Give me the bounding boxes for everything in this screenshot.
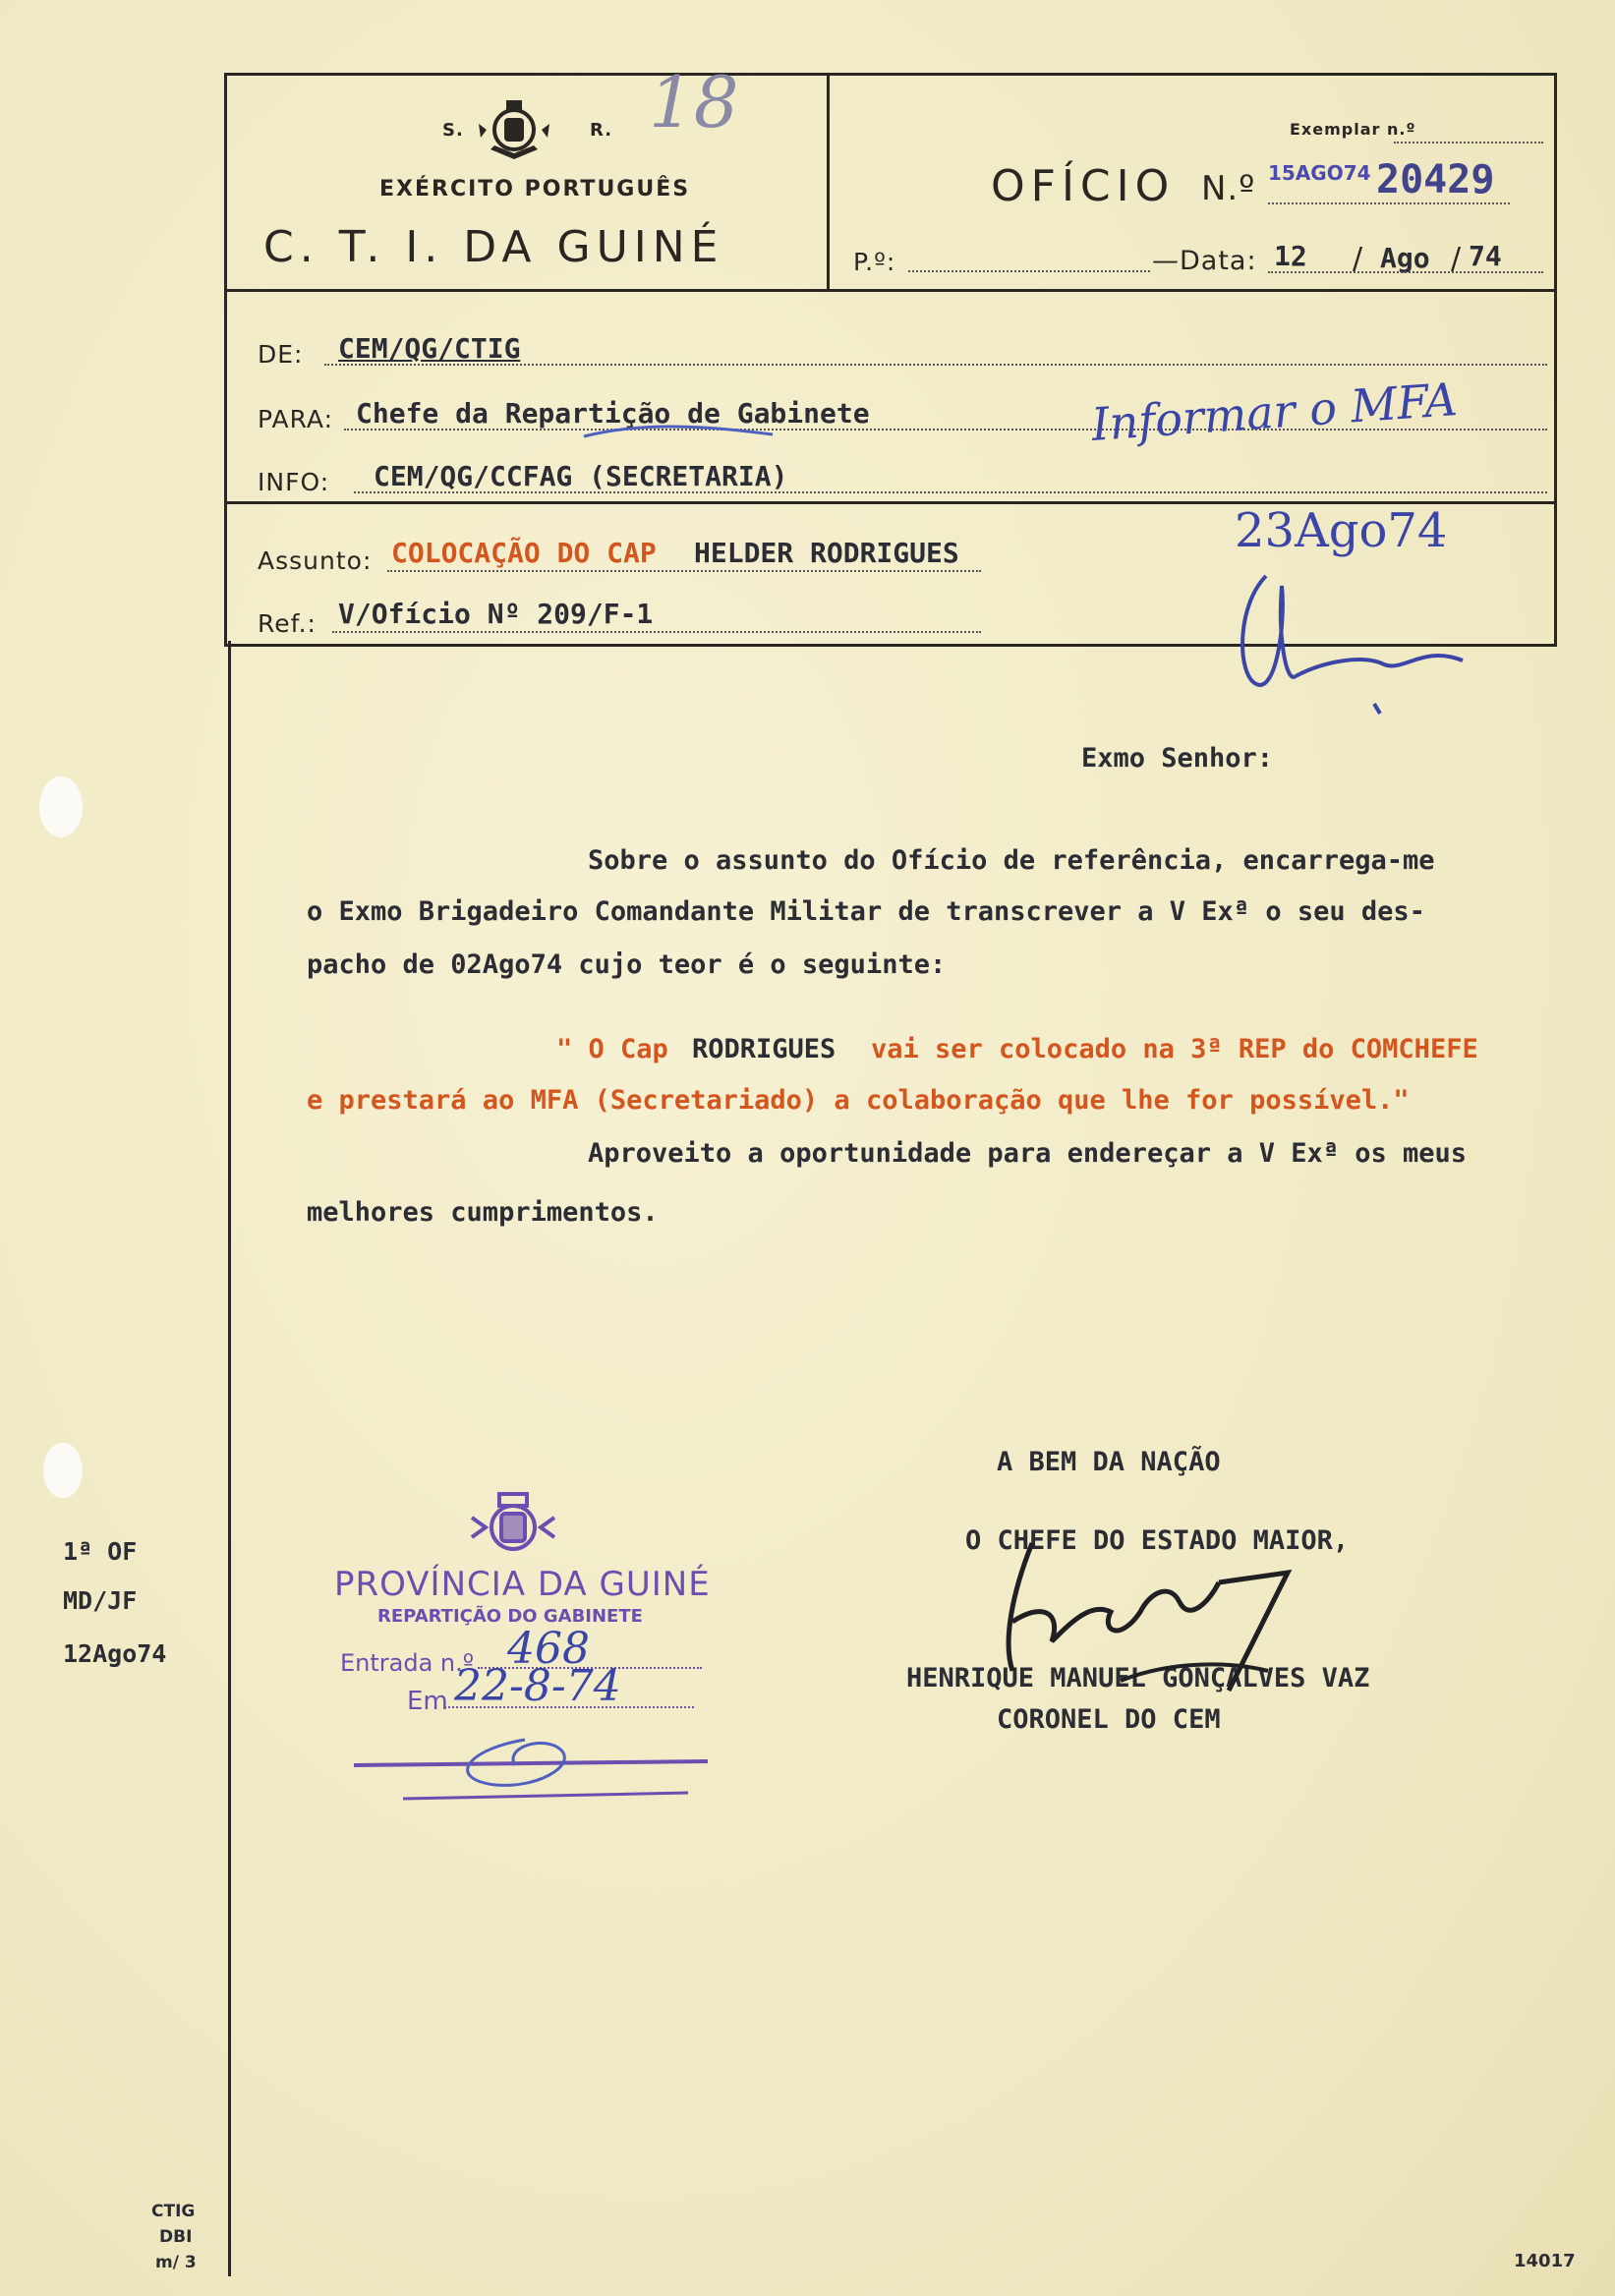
quote-line-1-name: RODRIGUES bbox=[692, 1034, 836, 1064]
stamp-flourish-icon bbox=[348, 1710, 721, 1808]
info-label: INFO: bbox=[258, 468, 330, 496]
form-code-3: m/ 3 bbox=[155, 2253, 197, 2272]
handwritten-instruction: Informar o MFA bbox=[1089, 373, 1460, 451]
left-margin-rule bbox=[228, 641, 231, 2276]
quote-line-2: e prestará ao MFA (Secretariado) a colaboração que lhe for possível." bbox=[307, 1085, 1410, 1116]
paragraph-1-line-2: o Exmo Brigadeiro Comandante Militar de transcrever a V Exª o seu des- bbox=[307, 896, 1425, 927]
oficio-stamp-date: 15AGO74 bbox=[1268, 161, 1371, 185]
assunto-value-name: HELDER RODRIGUES bbox=[694, 537, 959, 569]
stamp-em-date: 22-8-74 bbox=[454, 1661, 621, 1711]
margin-ref-3: 12Ago74 bbox=[63, 1639, 167, 1668]
signatory-name: HENRIQUE MANUEL GONÇALVES VAZ bbox=[906, 1663, 1370, 1693]
handwritten-initials-icon bbox=[1227, 566, 1472, 733]
info-value: CEM/QG/CCFAG (SECRETARIA) bbox=[374, 460, 788, 492]
crest-right-letter: R. bbox=[590, 120, 613, 141]
margin-ref-1: 1ª OF bbox=[63, 1537, 138, 1566]
signatory-rank: CORONEL DO CEM bbox=[997, 1704, 1221, 1735]
de-label: DE: bbox=[258, 340, 304, 369]
punch-hole-bottom bbox=[43, 1443, 83, 1498]
exemplar-label: Exemplar n.º bbox=[1290, 120, 1416, 139]
paragraph-2-line-1: Aproveito a oportunidade para endereçar a V Exª os meus bbox=[588, 1138, 1468, 1169]
handwritten-date: 23Ago74 bbox=[1235, 503, 1448, 558]
salutation: Exmo Senhor: bbox=[1081, 743, 1274, 774]
para-label: PARA: bbox=[258, 405, 334, 433]
para-underline-stroke bbox=[580, 413, 777, 442]
army-name: EXÉRCITO PORTUGUÊS bbox=[379, 177, 691, 201]
data-year: 74 bbox=[1469, 240, 1502, 272]
stamp-title: PROVÍNCIA DA GUINÉ bbox=[334, 1565, 711, 1604]
page-number-handwritten: 18 bbox=[649, 61, 739, 144]
po-label: P.º: bbox=[853, 248, 896, 276]
oficio-no-label: N.º bbox=[1201, 169, 1256, 208]
crest-left-letter: S. bbox=[442, 120, 464, 141]
closing-motto: A BEM DA NAÇÃO bbox=[997, 1447, 1221, 1477]
quote-line-1-start: " O Cap bbox=[556, 1034, 668, 1064]
stamp-entrada-number: 468 bbox=[507, 1624, 590, 1674]
assunto-value-highlight: COLOCAÇÃO DO CAP bbox=[391, 537, 657, 569]
closing-role: O CHEFE DO ESTADO MAIOR, bbox=[965, 1525, 1350, 1556]
stamp-crest-icon bbox=[464, 1488, 562, 1563]
form-code-2: DBI bbox=[159, 2227, 193, 2247]
paragraph-1-line-3: pacho de 02Ago74 cujo teor é o seguinte: bbox=[307, 949, 947, 980]
data-month: Ago bbox=[1380, 242, 1430, 274]
stamp-subtitle: REPARTIÇÃO DO GABINETE bbox=[377, 1606, 643, 1627]
signature-icon bbox=[973, 1514, 1327, 1710]
margin-ref-2: MD/JF bbox=[63, 1586, 138, 1615]
header-divider-1 bbox=[224, 289, 1557, 292]
data-label: —Data: bbox=[1152, 246, 1257, 276]
stamp-entrada-label: Entrada n.º bbox=[340, 1649, 475, 1677]
unit-name: C. T. I. DA GUINÉ bbox=[263, 222, 724, 272]
de-value: CEM/QG/CTIG bbox=[338, 332, 521, 365]
paragraph-2-line-2: melhores cumprimentos. bbox=[307, 1197, 659, 1228]
ref-label: Ref.: bbox=[258, 609, 317, 638]
data-day: 12 bbox=[1274, 240, 1307, 272]
form-code-1: CTIG bbox=[151, 2202, 196, 2221]
quote-line-1-end: vai ser colocado na 3ª REP do COMCHEFE bbox=[871, 1034, 1478, 1064]
assunto-label: Assunto: bbox=[258, 546, 373, 575]
ref-value: V/Ofício Nº 209/F-1 bbox=[338, 598, 654, 630]
oficio-number: 20429 bbox=[1376, 157, 1495, 202]
punch-hole-top bbox=[39, 776, 83, 837]
para-value: Chefe da Repartição de Gabinete bbox=[356, 397, 870, 430]
print-number: 14017 bbox=[1514, 2251, 1576, 2271]
header-divider-vertical bbox=[827, 73, 830, 291]
oficio-title: OFÍCIO bbox=[991, 161, 1176, 211]
paragraph-1-line-1: Sobre o assunto do Ofício de referência, encarrega-me bbox=[588, 845, 1435, 876]
coat-of-arms-icon bbox=[477, 94, 551, 163]
stamp-em-label: Em bbox=[407, 1687, 448, 1716]
